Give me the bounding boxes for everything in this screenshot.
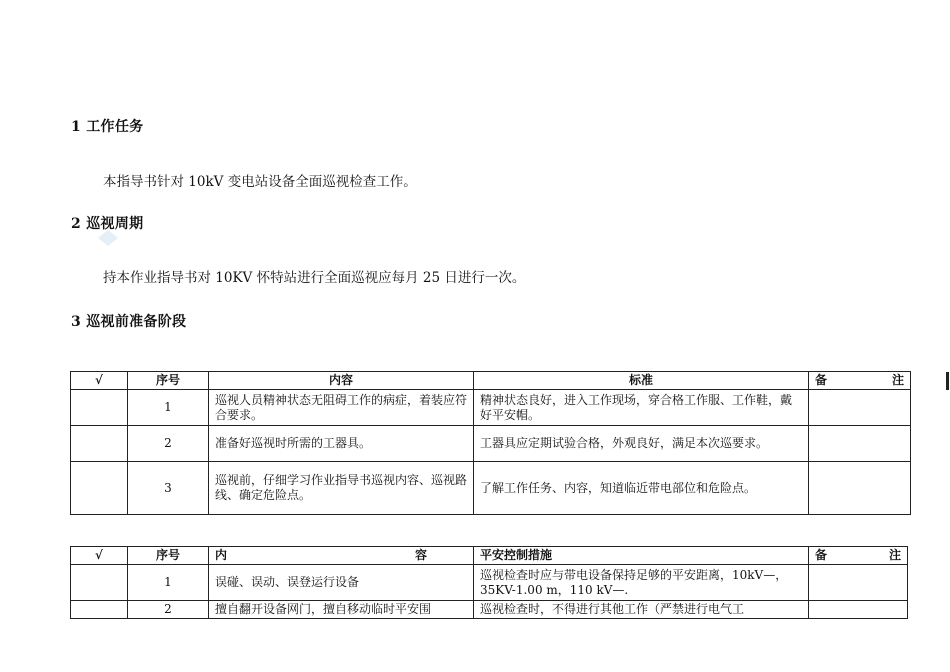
- check-column-header: √: [71, 372, 128, 390]
- content-cell: 准备好巡视时所需的工器具。: [209, 426, 474, 462]
- seq-cell: 2: [128, 426, 209, 462]
- check-column-header: √: [71, 547, 128, 565]
- content-cell: 擅自翻开设备网门，擅自移动临时平安围: [209, 601, 474, 619]
- check-cell: [71, 601, 128, 619]
- table-row: [71, 426, 911, 462]
- remark-column-header: 备 注: [809, 372, 911, 390]
- standard-cell: 了解工作任务、内容，知道临近带电部位和危险点。: [474, 462, 809, 515]
- seq-cell: 3: [128, 462, 209, 515]
- table-header-row: [71, 547, 908, 565]
- check-cell: [71, 565, 128, 601]
- table-row: [71, 390, 911, 426]
- standard-cell: 工器具应定期试验合格，外观良好，满足本次巡要求。: [474, 426, 809, 462]
- remark-cell: [809, 462, 911, 515]
- table-row: [71, 462, 911, 515]
- check-cell: [71, 390, 128, 426]
- standard-column-header: 标准: [474, 372, 809, 390]
- content-cell: 误碰、误动、误登运行设备: [209, 565, 474, 601]
- content-cell: 巡视人员精神状态无阻碍工作的病症，着装应符合要求。: [209, 390, 474, 426]
- section-2-text: 持本作业指导书对 10KV 怀特站进行全面巡视应每月 25 日进行一次。: [103, 270, 526, 286]
- check-cell: [71, 426, 128, 462]
- standard-cell: 精神状态良好，进入工作现场，穿合格工作服、工作鞋，戴好平安帽。: [474, 390, 809, 426]
- safety-measures-table: [70, 546, 908, 619]
- remark-cell: [809, 390, 911, 426]
- remark-cell: [809, 565, 908, 601]
- seq-cell: 1: [128, 565, 209, 601]
- section-1-heading: 1 工作任务: [71, 119, 144, 135]
- table-row: [71, 565, 908, 601]
- measures-column-header: 平安控制措施: [474, 547, 809, 565]
- check-cell: [71, 462, 128, 515]
- seq-cell: 2: [128, 601, 209, 619]
- content-column-header: 内 容: [209, 547, 474, 565]
- content-cell: 巡视前，仔细学习作业指导书巡视内容、巡视路线、确定危险点。: [209, 462, 474, 515]
- remark-cell: [809, 601, 908, 619]
- measures-cell: 巡视检查时应与带电设备保持足够的平安距离，10kV—，35KV-1.00 m，110 kV—.: [474, 565, 809, 601]
- seq-column-header: 序号: [128, 372, 209, 390]
- seq-cell: 1: [128, 390, 209, 426]
- section-2-heading: 2 巡视周期: [71, 216, 144, 232]
- table-header-row: [71, 372, 911, 390]
- remark-cell: [809, 426, 911, 462]
- measures-cell: 巡视检查时，不得进行其他工作（严禁进行电气工: [474, 601, 809, 619]
- page-edge-mark: [946, 372, 949, 390]
- preparation-table: [70, 371, 911, 515]
- table-row: [71, 601, 908, 619]
- content-column-header: 内容: [209, 372, 474, 390]
- seq-column-header: 序号: [128, 547, 209, 565]
- section-3-heading: 3 巡视前准备阶段: [71, 314, 187, 330]
- section-1-text: 本指导书针对 10kV 变电站设备全面巡视检查工作。: [103, 174, 417, 190]
- remark-column-header: 备 注: [809, 547, 908, 565]
